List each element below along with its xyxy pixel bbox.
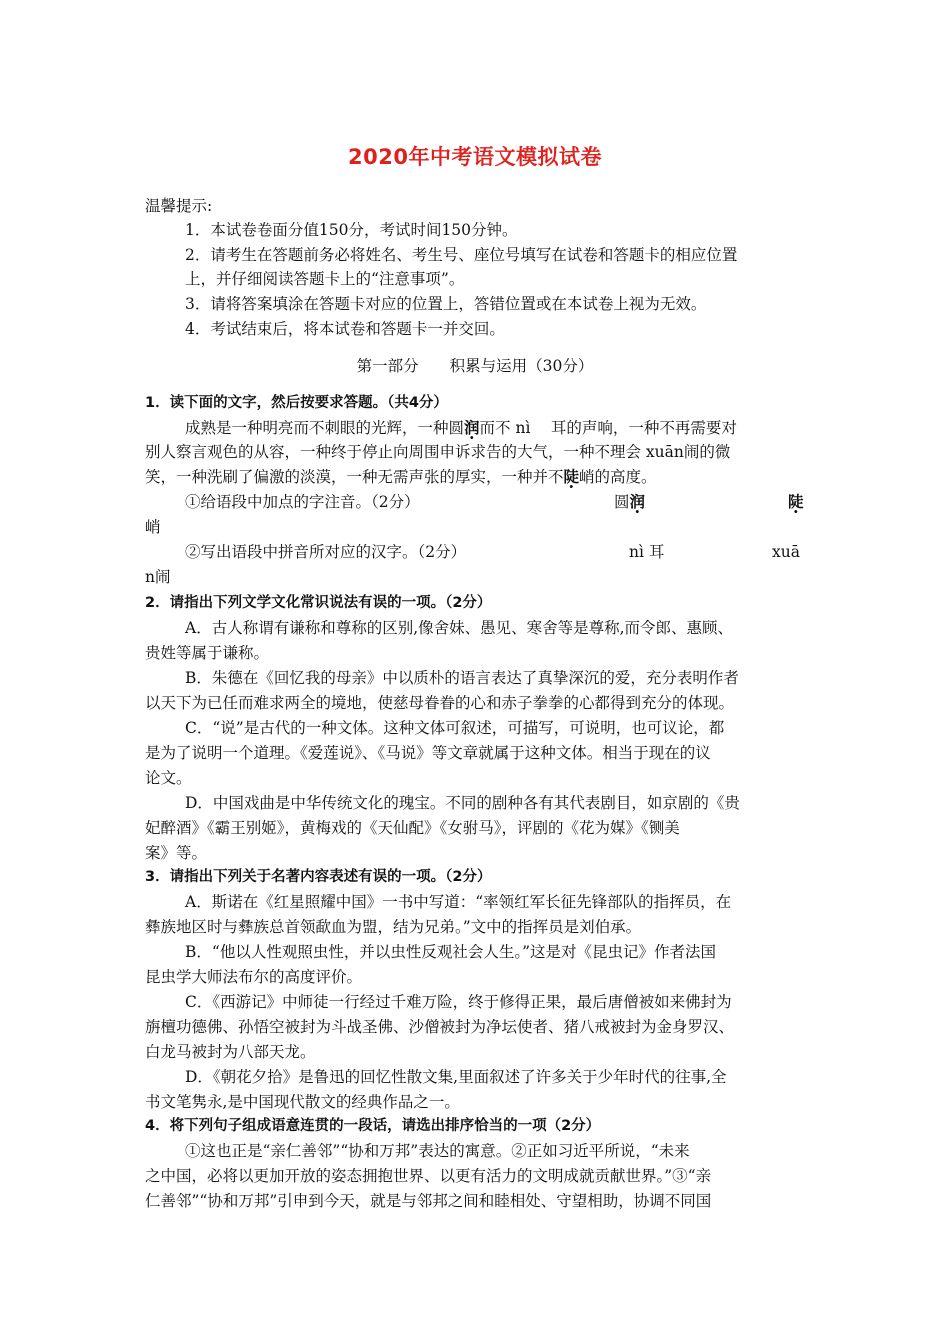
q2-line: 是为了说明一个道理。《爱莲说》、《马说》等文章就属于这种文体。相当于现在的议 [145, 744, 711, 762]
question-4-title: 4．将下列句子组成语意连贯的一段话，请选出排序恰当的一项（2分） [145, 1118, 601, 1134]
q3-line: C．《西游记》中师徒一行经过千难万险，终于修得正果，最后唐僧被如来佛封为 [185, 993, 732, 1011]
q2-line: 贵姓等属于谦称。 [145, 644, 270, 662]
q2-line: 妃醉酒》《霸王别姬》，黄梅戏的《天仙配》《女驸马》，评剧的《花为媒》《铡美 [145, 819, 680, 837]
q2-line: A．古人称谓有谦称和尊称的区别,像舍妹、愚见、寒舍等是尊称,而令郎、惠顾、 [185, 619, 734, 637]
q2-line: C．“说”是古代的一种文体。这种文体可叙述，可描写，可说明，也可议论，都 [185, 719, 725, 737]
q1-passage-line: 成熟是一种明亮而不刺眼的光辉，一种圆润而不 nì 耳的声响，一种不再需要对 [185, 418, 737, 437]
q1-word-2-cont: 峭 [145, 518, 161, 536]
exam-title: 2020年中考语文模拟试卷 [348, 145, 602, 169]
tip-item: 1．本试卷卷面分值150分，考试时间150分钟。 [185, 221, 518, 239]
tip-item: 2．请考生在答题前务必将姓名、考生号、座位号填写在试卷和答题卡的相应位置 [185, 246, 738, 264]
q1-pinyin-1: nì 耳 [629, 543, 665, 561]
q1-pinyin-2-cont: n闹 [145, 568, 171, 586]
q1-subquestion-2: ②写出语段中拼音所对应的汉字。（2分） [185, 543, 467, 561]
q1-subquestion-1: ①给语段中加点的字注音。（2分） [185, 493, 420, 511]
question-3-title: 3．请指出下列关于名著内容表述有误的一项。（2分） [145, 869, 492, 885]
question-1-title: 1．读下面的文字，然后按要求答题。（共4分） [145, 395, 448, 411]
q3-line: A．斯诺在《红星照耀中国》一书中写道：“率领红军长征先锋部队的指挥员，在 [185, 893, 732, 911]
q2-line: 以天下为已任而难求两全的境地，使慈母眷眷的心和赤子拳拳的心都得到充分的体现。 [145, 694, 735, 712]
q3-line: 彝族地区时与彝族总首领歃血为盟，结为兄弟。”文中的指挥员是刘伯承。 [145, 918, 642, 936]
q3-line: 白龙马被封为八部天龙。 [145, 1043, 316, 1061]
q1-word-1: 圆润 [614, 492, 646, 511]
q1-word-2: 陡 [788, 492, 804, 511]
q1-passage-line: 笑，一种洗刷了偏激的淡漠，一种无需声张的厚实，一种并不陡峭的高度。 [145, 467, 657, 486]
q2-line: D．中国戏曲是中华传统文化的瑰宝。不同的剧种各有其代表剧目，如京剧的《贵 [185, 794, 740, 812]
question-2-title: 2．请指出下列文学文化常识说法有误的一项。（2分） [145, 595, 492, 611]
q1-dotted-char: 润 [464, 418, 480, 437]
q2-line: B．朱德在《回忆我的母亲》中以质朴的语言表达了真挚深沉的爱，充分表明作者 [185, 669, 739, 687]
section-heading: 第一部分 积累与运用（30分） [356, 357, 594, 375]
q3-line: 书文笔隽永,是中国现代散文的经典作品之一。 [145, 1093, 460, 1111]
tips-heading: 温馨提示: [145, 197, 213, 215]
q1-pinyin-2: xuā [772, 543, 800, 561]
q4-line: 之中国，必将以更加开放的姿态拥抱世界、以更有活力的文明成就贡献世界。”③“亲 [145, 1167, 712, 1185]
q3-line: D．《朝花夕拾》是鲁迅的回忆性散文集,里面叙述了许多关于少年时代的往事,全 [185, 1068, 727, 1086]
q2-line: 论文。 [145, 769, 192, 787]
q4-line: ①这也正是“亲仁善邻”“协和万邦”表达的寓意。②正如习近平所说，“未来 [185, 1142, 690, 1160]
tip-item: 4．考试结束后，将本试卷和答题卡一并交回。 [185, 320, 505, 338]
q2-line: 案》等。 [145, 844, 208, 862]
q1-dotted-char: 陡 [563, 467, 580, 486]
q1-passage-line: 别人察言观色的从容，一种终于停止向周围申诉求告的大气，一种不理会 xuān闹的微 [145, 443, 731, 461]
tip-item: 3．请将答案填涂在答题卡对应的位置上，答错位置或在本试卷上视为无效。 [185, 295, 707, 313]
q4-line: 仁善邻”“协和万邦”引申到今天，就是与邻邦之间和睦相处、守望相助，协调不同国 [145, 1192, 712, 1210]
q3-line: B．“他以人性观照虫性，并以虫性反观社会人生。”这是对《昆虫记》作者法国 [185, 943, 716, 961]
q3-line: 旃檀功德佛、孙悟空被封为斗战圣佛、沙僧被封为净坛使者、猪八戒被封为金身罗汉、 [145, 1018, 735, 1036]
q3-line: 昆虫学大师法布尔的高度评价。 [145, 968, 363, 986]
tip-item: 上，并仔细阅读答题卡上的“注意事项”。 [185, 270, 465, 288]
